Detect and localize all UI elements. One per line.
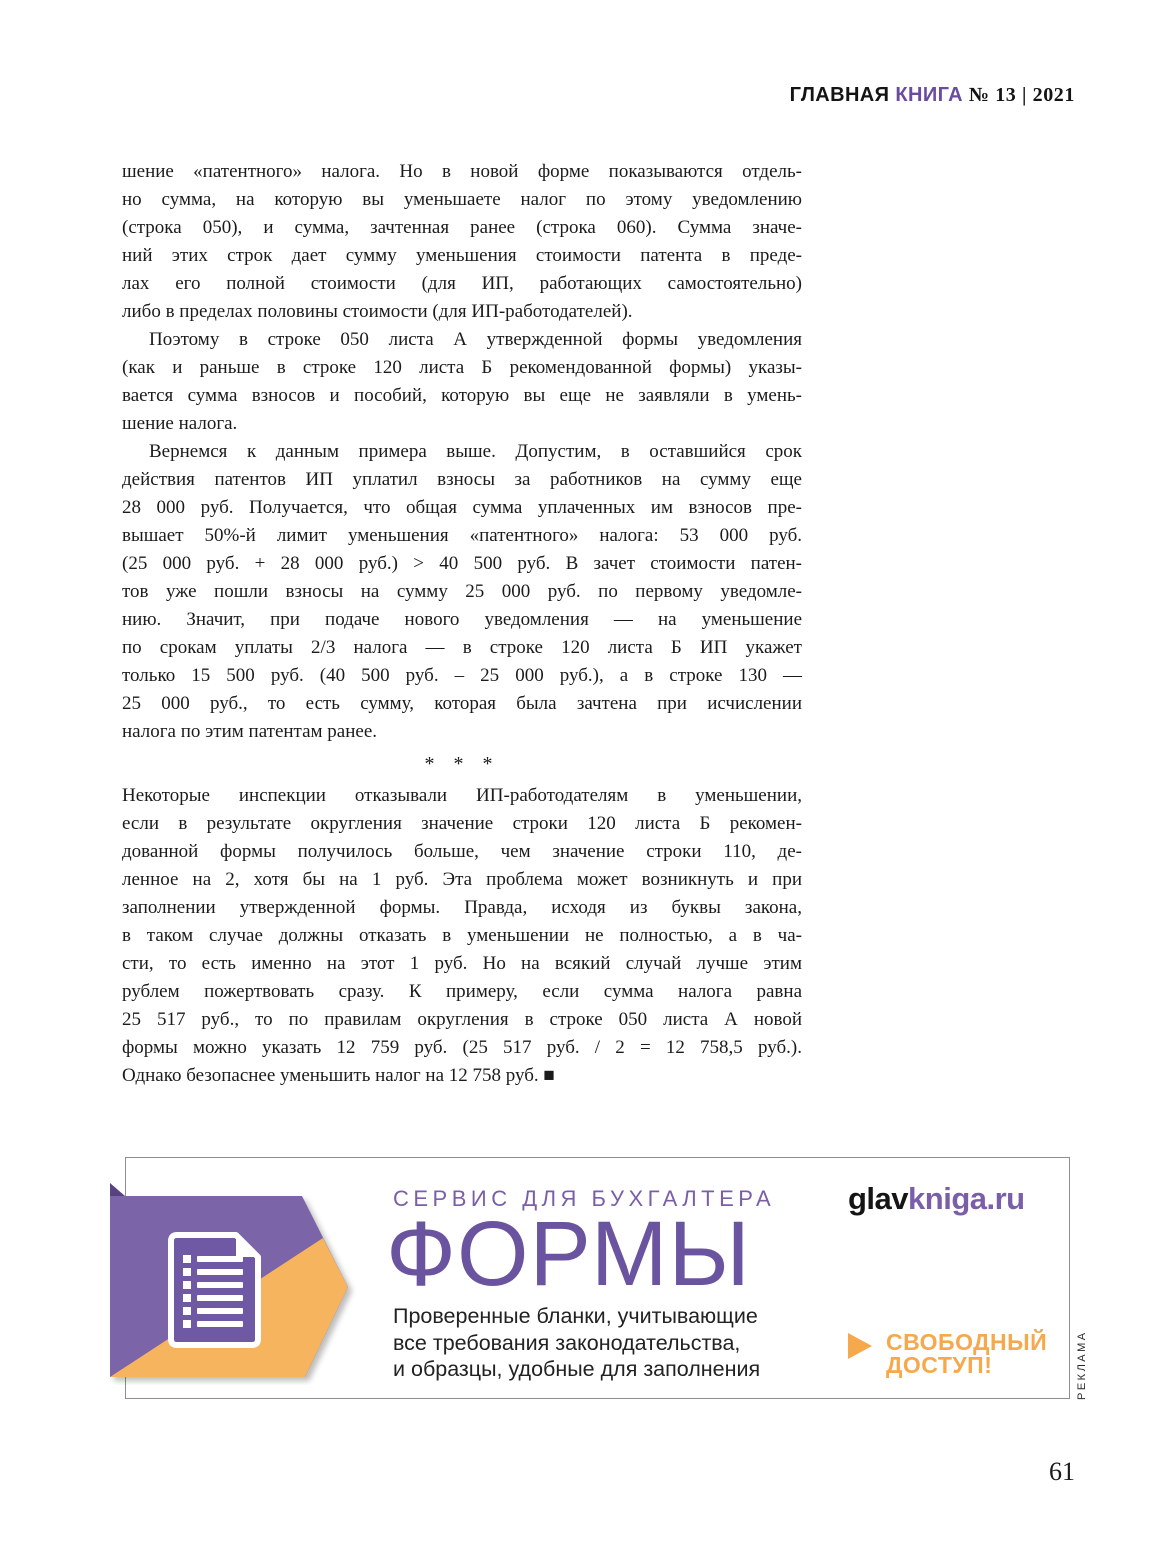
text-line: все требования законодательства, bbox=[393, 1330, 741, 1355]
text-line: но сумма, на которую вы уменьшаете налог по этому уведомлению bbox=[122, 189, 802, 210]
text-line: 25 000 руб., то есть сумму, которая была зачтена при исчислении bbox=[122, 693, 802, 714]
ad-title: ФОРМЫ bbox=[386, 1203, 751, 1305]
text-line: тов уже пошли взносы на сумму 25 000 руб. по первому уведомле- bbox=[122, 581, 802, 602]
text-line: формы можно указать 12 759 руб. (25 517 руб. / 2 = 12 758,5 руб.). bbox=[122, 1037, 802, 1058]
page-number: 61 bbox=[1049, 1457, 1075, 1486]
free-access-line2: ДОСТУП! bbox=[886, 1352, 993, 1378]
arrow-right-icon bbox=[848, 1333, 872, 1359]
magazine-title-black: ГЛАВНАЯ bbox=[789, 84, 890, 106]
text-line: ний этих строк дает сумму уменьшения стоимости патента в преде- bbox=[122, 245, 802, 266]
free-access-text bbox=[886, 1331, 1047, 1377]
text-line: ленное на 2, хотя бы на 1 руб. Эта проблема может возникнуть и при bbox=[122, 869, 802, 890]
site-url bbox=[848, 1181, 1025, 1217]
advertisement-label: РЕКЛАМА bbox=[1076, 1330, 1088, 1400]
free-access-line1: СВОБОДНЫЙ bbox=[886, 1329, 1048, 1355]
text-line: налога по этим патентам ранее. bbox=[122, 721, 378, 742]
glavkniga-forms-logo document-list-icon bbox=[106, 1180, 356, 1385]
site-url-black: glav bbox=[848, 1181, 909, 1216]
text-line: 25 517 руб., то по правилам округления в строке 050 листа А новой bbox=[122, 1009, 802, 1030]
paragraph bbox=[122, 326, 802, 438]
document-list-icon bbox=[171, 1235, 258, 1345]
ad-kicker: СЕРВИС ДЛЯ БУХГАЛТЕРА bbox=[393, 1186, 776, 1211]
text-line: Поэтому в строке 050 листа А утвержденной формы уведомления bbox=[149, 329, 802, 350]
text-line: Некоторые инспекции отказывали ИП-работодателям в уменьшении, bbox=[122, 785, 802, 806]
magazine-header bbox=[790, 84, 1075, 107]
text-line: шение «патентного» налога. Но в новой форме показываются отдель- bbox=[122, 161, 802, 182]
text-line: лах его полной стоимости (для ИП, работающих самостоятельно) bbox=[122, 273, 802, 294]
text-line: только 15 500 руб. (40 500 руб. – 25 000 руб.), а в строке 130 — bbox=[122, 665, 802, 686]
paragraph bbox=[122, 158, 802, 326]
logo-fold bbox=[110, 1183, 125, 1196]
paragraph bbox=[122, 782, 802, 1090]
text-line: нию. Значит, при подаче нового уведомления — на уменьшение bbox=[122, 609, 802, 630]
text-line: вается сумма взносов и пособий, которую вы еще не заявляли в умень- bbox=[122, 385, 802, 406]
ad-description bbox=[393, 1303, 760, 1383]
text-line: если в результате округления значение строки 120 листа Б рекомен- bbox=[122, 813, 802, 834]
text-line: и образцы, удобные для заполнения bbox=[393, 1357, 761, 1381]
text-line: вышает 50%-й лимит уменьшения «патентного» налога: 53 000 руб. bbox=[122, 525, 802, 546]
text-line: Проверенные бланки, учитывающие bbox=[393, 1304, 758, 1328]
text-line: (строка 050), и сумма, зачтенная ранее (строка 060). Сумма значе- bbox=[122, 217, 802, 238]
article-body bbox=[122, 158, 802, 1090]
magazine-title-purple: КНИГА bbox=[895, 84, 963, 106]
issue-number: № 13 | 2021 bbox=[968, 84, 1075, 106]
text-line: действия патентов ИП уплатил взносы за работников на сумму еще bbox=[122, 469, 802, 490]
text-line: в таком случае должны отказать в уменьшении не полностью, а в ча- bbox=[122, 925, 802, 946]
text-line: (как и раньше в строке 120 листа Б рекомендованной формы) указы- bbox=[122, 357, 802, 378]
section-separator: * * * bbox=[424, 753, 500, 775]
text-line: шение налога. bbox=[122, 413, 238, 434]
text-line: рублем пожертвовать сразу. К примеру, если сумма налога равна bbox=[122, 981, 802, 1002]
text-line: Однако безопаснее уменьшить налог на 12 758 руб. ■ bbox=[122, 1065, 555, 1086]
paragraph bbox=[122, 438, 802, 746]
text-line: (25 000 руб. + 28 000 руб.) > 40 500 руб. В зачет стоимости патен- bbox=[122, 553, 802, 574]
text-line: либо в пределах половины стоимости (для ИП-работодателей). bbox=[122, 301, 633, 322]
text-line: по срокам уплаты 2/3 налога — в строке 120 листа Б ИП укажет bbox=[122, 637, 802, 658]
text-line: дованной формы получилось больше, чем значение строки 110, де- bbox=[122, 841, 802, 862]
free-access-callout bbox=[848, 1331, 1047, 1377]
text-line: Вернемся к данным примера выше. Допустим, в оставшийся срок bbox=[149, 441, 802, 462]
site-url-purple: kniga.ru bbox=[908, 1181, 1025, 1216]
text-line: 28 000 руб. Получается, что общая сумма уплаченных им взносов пре- bbox=[122, 497, 802, 518]
text-line: заполнении утвержденной формы. Правда, исходя из буквы закона, bbox=[122, 897, 802, 918]
text-line: сти, то есть именно на этот 1 руб. Но на всякий случай лучше этим bbox=[122, 953, 802, 974]
